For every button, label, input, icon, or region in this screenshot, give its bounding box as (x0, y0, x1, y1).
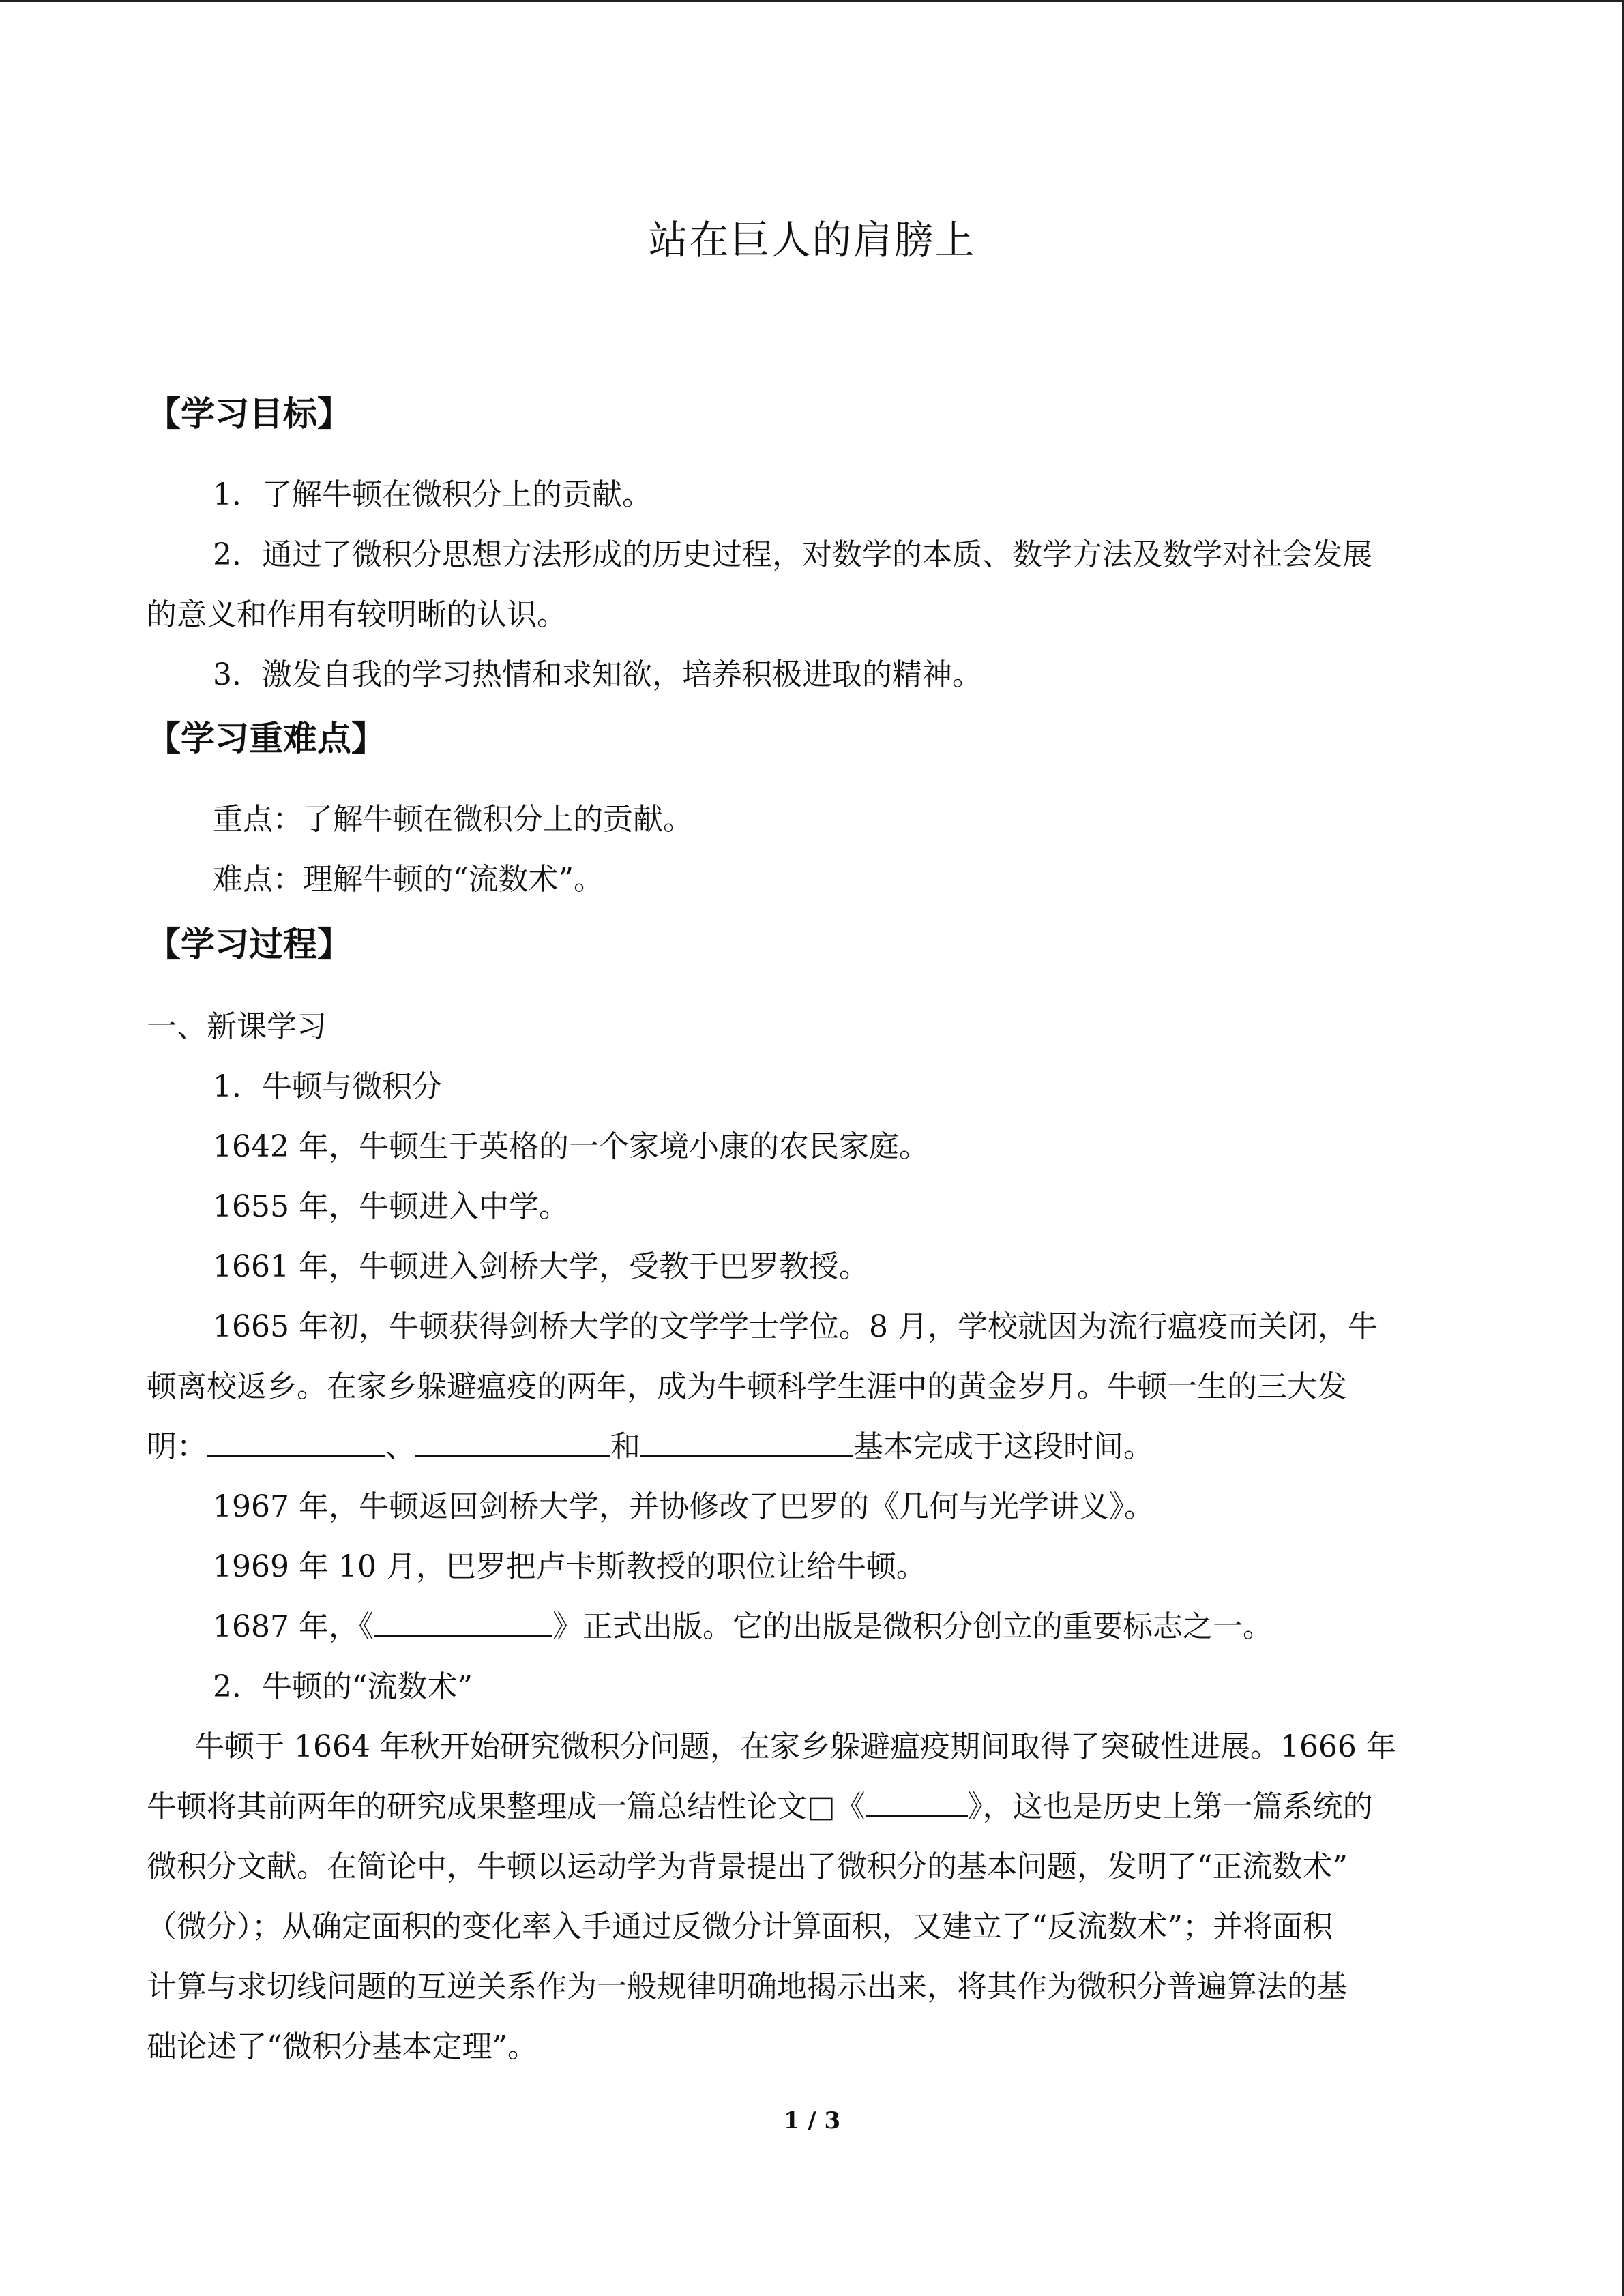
book-title-blank[interactable] (374, 1605, 552, 1637)
inventions-fill-line (147, 1417, 1480, 1477)
timeline-1687-prefix: 1687 年，《 (213, 1609, 374, 1644)
timeline-1687 (213, 1597, 1481, 1657)
timeline-1967: 1967 年，牛顿返回剑桥大学，并协修改了巴罗的《几何与光学讲义》。 (213, 1489, 1154, 1524)
fluxion-line-4: （微分）；从确定面积的变化率入手通过反微分计算面积，又建立了“反流数术”；并将面积 (147, 1909, 1333, 1944)
timeline-1661: 1661 年，牛顿进入剑桥大学，受教于巴罗教授。 (213, 1249, 869, 1284)
subsection-fluxion: 2．牛顿的“流数术” (213, 1669, 473, 1704)
difficult-point: 难点：理解牛顿的“流数术”。 (213, 862, 604, 897)
invention-blank-3[interactable] (640, 1425, 853, 1457)
goal-item-3: 3．激发自我的学习热情和求知欲，培养积极进取的精神。 (213, 657, 982, 692)
timeline-1969: 1969 年 10 月，巴罗把卢卡斯教授的职位让给牛顿。 (213, 1549, 926, 1584)
page-number: 1 / 3 (783, 2107, 841, 2134)
invention-blank-2[interactable] (415, 1425, 610, 1457)
fluxion-line-3: 微积分文献。在简论中，牛顿以运动学为背景提出了微积分的基本问题，发明了“正流数术” (147, 1849, 1348, 1884)
process-heading: 【学习过程】 (147, 925, 351, 964)
fluxion-line-5: 计算与求切线问题的互逆关系作为一般规律明确地揭示出来，将其作为微积分普遍算法的基 (147, 1969, 1347, 2004)
subsection-newton-calculus: 1．牛顿与微积分 (213, 1069, 442, 1104)
invention-blank-1[interactable] (207, 1425, 385, 1457)
goal-item-2: 2．通过了微积分思想方法形成的历史过程，对数学的本质、数学方法及数学对社会发展 (213, 537, 1372, 572)
key-point: 重点：了解牛顿在微积分上的贡献。 (213, 802, 693, 837)
timeline-1687-suffix: 》正式出版。它的出版是微积分创立的重要标志之一。 (552, 1609, 1273, 1644)
timeline-1665-cont: 顿离校返乡。在家乡躲避瘟疫的两年，成为牛顿科学生涯中的黄金岁月。牛顿一生的三大发 (147, 1369, 1347, 1404)
fluxion-line-2-prefix: 牛顿将其前两年的研究成果整理成一篇总结性论文□《 (147, 1789, 866, 1824)
page-title: 站在巨人的肩膀上 (648, 217, 976, 263)
goal-item-1: 1．了解牛顿在微积分上的贡献。 (213, 477, 652, 512)
inventions-sep-2: 和 (610, 1429, 640, 1464)
part-one-title: 一、新课学习 (147, 1009, 327, 1044)
paper-title-blank[interactable] (866, 1785, 968, 1817)
key-points-heading: 【学习重难点】 (147, 719, 385, 758)
top-border (0, 0, 1624, 2)
inventions-suffix: 基本完成于这段时间。 (853, 1429, 1153, 1464)
timeline-1655: 1655 年，牛顿进入中学。 (213, 1189, 569, 1224)
fluxion-line-2 (147, 1777, 1480, 1837)
inventions-sep-1: 、 (385, 1429, 415, 1464)
goals-heading: 【学习目标】 (147, 394, 351, 434)
fluxion-line-2-suffix: 》，这也是历史上第一篇系统的 (967, 1789, 1373, 1824)
inventions-prefix: 明： (147, 1429, 207, 1464)
fluxion-line-1: 牛顿于 1664 年秋开始研究微积分问题，在家乡躲避瘟疫期间取得了突破性进展。1666 年 (194, 1729, 1396, 1764)
goal-item-2-cont: 的意义和作用有较明晰的认识。 (147, 597, 567, 632)
timeline-1665: 1665 年初，牛顿获得剑桥大学的文学学士学位。8 月，学校就因为流行瘟疫而关闭，牛 (213, 1309, 1378, 1344)
fluxion-line-6: 础论述了“微积分基本定理”。 (147, 2029, 537, 2064)
timeline-1642: 1642 年，牛顿生于英格的一个家境小康的农民家庭。 (213, 1129, 929, 1164)
